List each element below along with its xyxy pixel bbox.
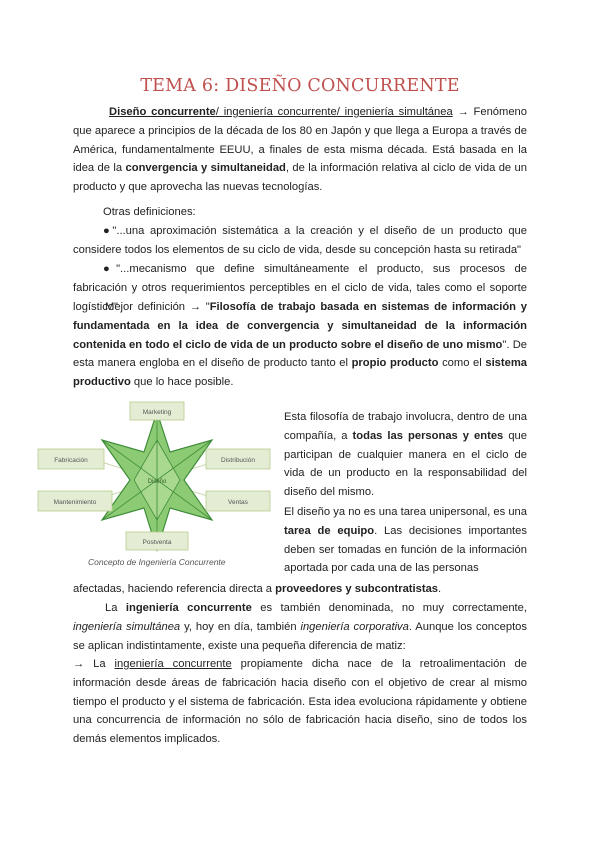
bullet-1: ●"...una aproximación sistemática a la creación y el diseño de un producto que considere todos los elementos de su ciclo de vida, desde su concepción hasta su retirada" xyxy=(73,225,527,256)
filosofia-p1c: que participan de cualquier manera en el ciclo de vida de un producto en la responsabilidad del diseño del mismo. xyxy=(284,429,528,499)
label-postventa: Postventa xyxy=(142,539,172,546)
ing-a: La xyxy=(105,602,126,614)
mejor-mid-2: como el xyxy=(438,357,486,370)
filosofia-p2b: tarea de equipo xyxy=(284,524,375,537)
mejor-end: que lo hace posible. xyxy=(130,376,234,389)
mejor-mid: ". De esta manera engloba en el diseño de producto tanto el xyxy=(73,338,527,370)
intro-text: → Fenómeno que aparece a principios de la década de los 80 en Japón y que llega a Europa a través de América, fundamentalmente EEUU, a finales de esta misma década. Está basada en la idea de la xyxy=(73,106,527,175)
ingenieria-paragraph xyxy=(73,599,527,655)
final-paragraph xyxy=(73,655,527,749)
ing-c: es también denominada, no muy correctamente, xyxy=(251,602,527,614)
mejor-definicion-paragraph xyxy=(73,298,527,392)
intro-bold: convergencia y simultaneidad xyxy=(125,162,286,175)
tarea-equipo-paragraph xyxy=(284,503,527,578)
mejor-bold-2: propio producto xyxy=(351,357,439,370)
final-a: → La xyxy=(73,658,115,670)
intro-paragraph xyxy=(73,103,527,197)
filosofia-p2c: . Las decisiones importantes deben ser tomadas en función de la información aportada por cada una de las personas xyxy=(284,524,527,575)
filosofia-p2a: El diseño ya no es una tarea unipersonal, es una xyxy=(284,506,527,518)
final-c: propiamente dicha nace de la retroalimentación de información desde áreas de fabricación hacia diseño con el objetivo de crear al mismo tiempo el producto y el sistema de fabricación. Esta idea evoluciona rápidamente y obtiene una concurrencia de información no sólo de fabricación hacia diseño, sino de todos los demás elementos implicados. xyxy=(73,658,527,746)
filosofia-paragraph xyxy=(284,408,527,502)
concurrent-engineering-diagram xyxy=(34,392,280,578)
bullet-2: ●"...mecanismo que define simultáneamente el producto, sus procesos de fabricación y otros requerimientos perceptibles en el ciclo de vida, tales como el soporte logístico" xyxy=(73,263,527,313)
mejor-bold: Filosofía de trabajo basada en sistemas de información y fundamentada en la idea de convergencia y simultaneidad de la información contenida en todo el ciclo de vida de un producto sobre el diseño de uno mismo xyxy=(73,301,527,351)
mejor-lead: Mejor definición → " xyxy=(105,301,210,313)
filosofia-p3a: afectadas, haciendo referencia directa a xyxy=(73,583,276,595)
final-b: ingeniería concurrente xyxy=(114,658,232,670)
label-mantenimiento: Mantenimiento xyxy=(53,499,97,506)
ing-g: . Aunque los conceptos se aplican indistintamente, existe una pequeña diferencia de matiz: xyxy=(73,620,527,652)
mejor-bold-3: sistema productivo xyxy=(73,357,528,389)
filosofia-p1b: todas las personas y entes xyxy=(352,429,504,442)
label-distribucion: Distribución xyxy=(221,457,255,464)
filosofia-p3b: proveedores y subcontratistas xyxy=(275,583,439,595)
diagram-caption: Concepto de Ingeniería Concurrente xyxy=(88,557,226,567)
term-diseno-concurrente: Diseño concurrente xyxy=(109,106,216,118)
diagram-svg xyxy=(34,392,280,578)
ing-b: ingeniería concurrente xyxy=(125,602,252,614)
ing-d: ingeniería simultánea xyxy=(73,620,181,633)
label-diseno: Diseño xyxy=(147,479,167,485)
intro-rest: , de la información relativa al ciclo de vida de un producto y que aprovecha las nuevas tecnologías. xyxy=(73,162,527,194)
otras-heading: Otras definiciones: xyxy=(103,206,196,218)
filosofia-p1a: Esta filosofía de trabajo involucra, dentro de una compañía, a xyxy=(284,411,527,442)
afectadas-line xyxy=(73,580,527,599)
label-ventas: Ventas xyxy=(228,499,248,506)
page-title: TEMA 6: DISEÑO CONCURRENTE xyxy=(140,76,460,96)
filosofia-p3c: . xyxy=(438,583,442,595)
term-synonyms: / ingeniería concurrente/ ingeniería simultánea xyxy=(215,106,453,118)
ing-e: y, hoy en día, también xyxy=(180,620,301,633)
label-fabricacion: Fabricación xyxy=(54,457,88,464)
label-marketing: Marketing xyxy=(142,409,172,416)
ing-f: ingeniería corporativa xyxy=(300,620,409,633)
